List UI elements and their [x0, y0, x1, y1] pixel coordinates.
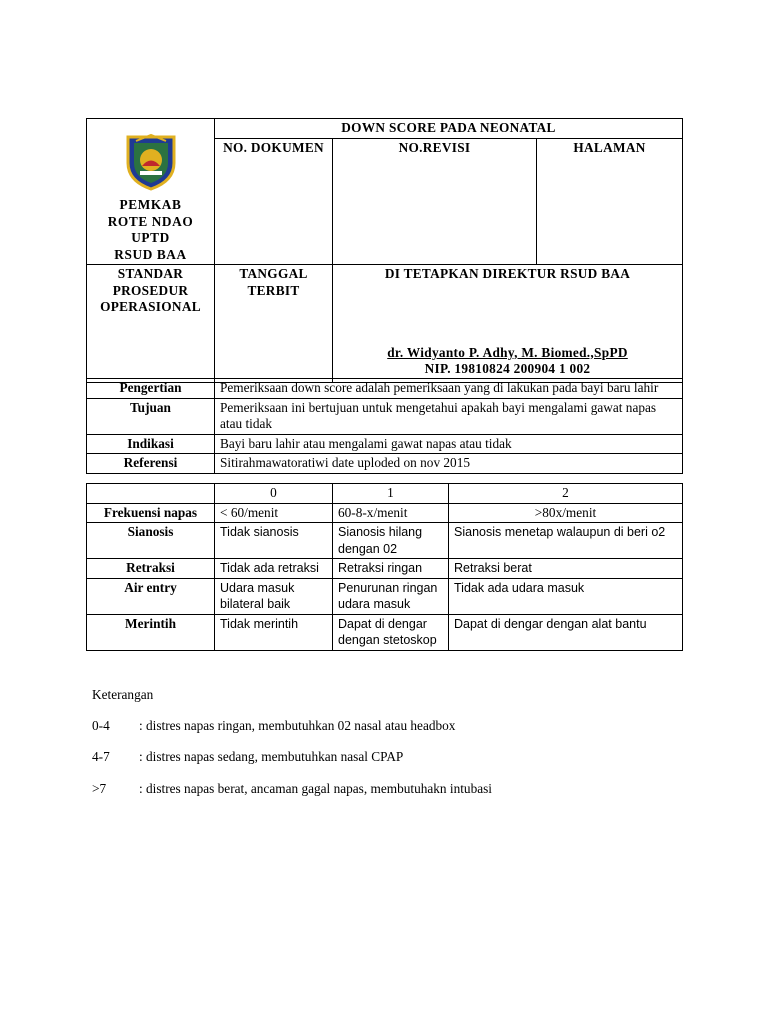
retraksi-score-2: Retraksi berat	[449, 559, 683, 579]
referensi-value: Sitirahmawatoratiwi date uploded on nov 2015	[215, 454, 683, 474]
retraksi-score-1: Retraksi ringan	[333, 559, 449, 579]
score-table	[86, 483, 683, 651]
air-entry-score-1: Penurunan ringan udara masuk	[333, 578, 449, 614]
no-revisi-label: NO.REVISI	[333, 138, 537, 264]
document-title: DOWN SCORE PADA NEONATAL	[215, 119, 683, 139]
note-item	[92, 749, 403, 765]
air-entry-label: Air entry	[87, 578, 215, 614]
tanggal-terbit-label: TANGGAL TERBIT	[215, 265, 333, 383]
air-entry-score-0: Udara masuk bilateral baik	[215, 578, 333, 614]
info-table	[86, 378, 683, 474]
coat-of-arms-icon	[122, 133, 180, 191]
note-text: : distres napas berat, ancaman gagal napas, membutuhakn intubasi	[139, 781, 492, 796]
retraksi-score-0: Tidak ada retraksi	[215, 559, 333, 579]
score-header-1: 1	[333, 484, 449, 504]
pengertian-label: Pengertian	[87, 379, 215, 399]
sianosis-score-2: Sianosis menetap walaupun di beri o2	[449, 523, 683, 559]
score-header-2: 2	[449, 484, 683, 504]
score-header-0: 0	[215, 484, 333, 504]
note-item	[92, 781, 492, 797]
retraksi-label: Retraksi	[87, 559, 215, 579]
signer-nip: NIP. 19810824 200904 1 002	[424, 361, 591, 376]
org-logo-cell	[87, 119, 215, 265]
org-line: PEMKAB	[119, 197, 182, 212]
signer-name: dr. Widyanto P. Adhy, M. Biomed.,SpPD	[387, 344, 628, 360]
no-dokumen-label: NO. DOKUMEN	[215, 138, 333, 264]
frekuensi-napas-label: Frekuensi napas	[87, 503, 215, 523]
frekuensi-napas-score-2: >80x/menit	[449, 503, 683, 523]
notes-heading: Keterangan	[92, 687, 154, 702]
org-line: ROTE NDAO	[107, 213, 194, 229]
header-table	[86, 118, 683, 383]
note-item	[92, 718, 455, 734]
note-text: : distres napas sedang, membutuhkan nasal CPAP	[139, 749, 404, 764]
frekuensi-napas-score-0: < 60/menit	[215, 503, 333, 523]
halaman-label: HALAMAN	[537, 138, 683, 264]
note-range: 4-7	[92, 749, 110, 764]
note-range: 0-4	[92, 718, 110, 733]
merintih-label: Merintih	[87, 614, 215, 650]
tujuan-label: Tujuan	[87, 398, 215, 434]
merintih-score-1: Dapat di dengar dengan stetoskop	[333, 614, 449, 650]
indikasi-value: Bayi baru lahir atau mengalami gawat napas atau tidak	[215, 434, 683, 454]
air-entry-score-2: Tidak ada udara masuk	[449, 578, 683, 614]
org-line: UPTD	[131, 230, 170, 245]
sop-label: STANDAR PROSEDUR OPERASIONAL	[87, 265, 215, 383]
sianosis-score-1: Sianosis hilang dengan 02	[333, 523, 449, 559]
indikasi-label: Indikasi	[87, 434, 215, 454]
note-text: : distres napas ringan, membutuhkan 02 nasal atau headbox	[139, 718, 456, 733]
referensi-label: Referensi	[87, 454, 215, 474]
pengertian-value: Pemeriksaan down score adalah pemeriksaan yang di lakukan pada bayi baru lahir	[215, 379, 683, 399]
merintih-score-0: Tidak merintih	[215, 614, 333, 650]
sianosis-score-0: Tidak sianosis	[215, 523, 333, 559]
org-line: RSUD BAA	[114, 246, 187, 262]
merintih-score-2: Dapat di dengar dengan alat bantu	[449, 614, 683, 650]
sianosis-label: Sianosis	[87, 523, 215, 559]
approval-cell	[333, 265, 683, 383]
tujuan-value: Pemeriksaan ini bertujuan untuk mengetahui apakah bayi mengalami gawat napas atau tidak	[215, 398, 683, 434]
score-corner-cell	[87, 484, 215, 504]
frekuensi-napas-score-1: 60-8-x/menit	[333, 503, 449, 523]
note-range: >7	[92, 781, 107, 796]
ditetapkan-label: DI TETAPKAN DIREKTUR RSUD BAA	[384, 266, 631, 281]
